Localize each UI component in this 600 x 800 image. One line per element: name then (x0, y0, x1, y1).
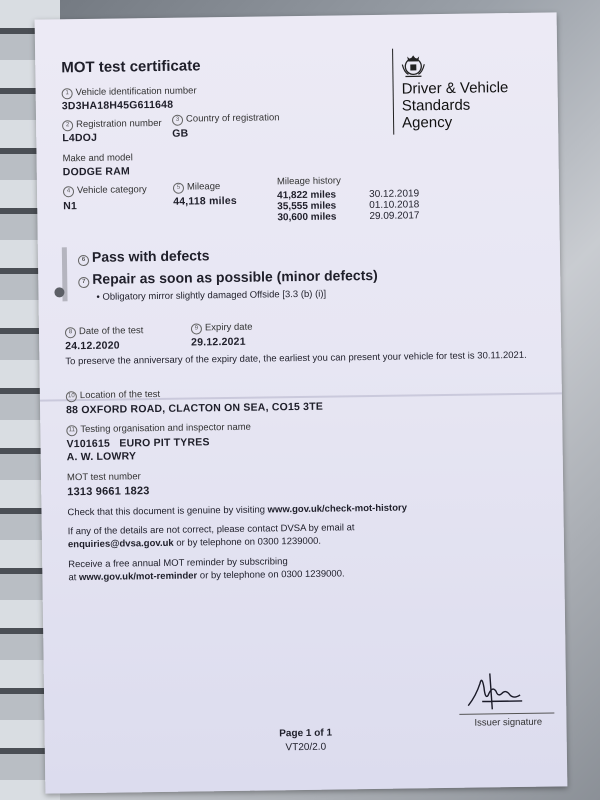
result-text: Pass with defects (91, 247, 210, 265)
repair-text: Repair as soon as possible (minor defects) (92, 266, 378, 287)
history-date: 01.10.2018 (369, 199, 420, 212)
test-number-label: MOT test number (66, 471, 141, 484)
expiry-value: 29.12.2021 (191, 335, 246, 349)
field-number-icon: 1 (62, 88, 73, 99)
reminder-text-2: or by telephone on 0300 1239000. (199, 568, 345, 582)
agency-line-3: Agency (401, 113, 453, 132)
expiry-label-text: Expiry date (204, 321, 253, 334)
contact-text-1: If any of the details are not correct, please contact DVSA by email at (67, 522, 355, 538)
expiry-label (191, 322, 253, 335)
category-value: N1 (63, 200, 78, 213)
agency-line-1: Driver & Vehicle (401, 79, 509, 98)
make-value: DODGE RAM (62, 165, 130, 179)
agency-line-2: Standards (401, 96, 471, 115)
reg-value: L4DOJ (62, 131, 98, 145)
reminder-text-1: Receive a free annual MOT reminder by subscribing (68, 556, 288, 571)
field-number-icon: 6 (78, 255, 89, 266)
mileage-label (173, 181, 220, 194)
org-label (66, 422, 251, 437)
mileage-history-list (277, 188, 420, 223)
field-number-icon: 5 (173, 183, 184, 194)
agency-rule (392, 49, 394, 135)
defect-item: • Obligatory mirror slightly damaged Offside [3.3 (b) (i)] (96, 288, 327, 303)
agency-name (402, 79, 509, 131)
form-code: VT20/2.0 (285, 741, 327, 754)
test-date-value: 24.12.2020 (65, 339, 120, 353)
category-label (63, 184, 147, 197)
check-url: www.gov.uk/check-mot-history (267, 502, 408, 516)
preserve-note (65, 349, 535, 369)
check-text: Check that this document is genuine by visiting (67, 504, 266, 519)
test-number-value: 1313 9661 1823 (67, 485, 150, 499)
field-number-icon: 11 (66, 425, 77, 436)
signature-label: Issuer signature (474, 716, 543, 729)
history-miles: 41,822 miles (277, 189, 337, 202)
punch-hole (54, 287, 64, 297)
country-value: GB (172, 127, 189, 140)
test-date-label (65, 325, 144, 338)
history-date: 29.09.2017 (369, 210, 420, 223)
mileage-value: 44,118 miles (173, 194, 237, 208)
location-label (66, 389, 160, 402)
issuer-signature-icon (462, 665, 543, 716)
reminder-note (68, 552, 548, 585)
make-label: Make and model (62, 152, 133, 165)
country-label-text: Country of registration (185, 112, 280, 125)
mot-certificate-paper (35, 12, 568, 793)
reg-label (62, 118, 162, 131)
repair-status (78, 267, 378, 288)
contact-note (68, 519, 548, 552)
result-status (78, 247, 210, 266)
contact-email: enquiries@dvsa.gov.uk (67, 537, 174, 551)
vin-label (62, 85, 197, 99)
mileage-history-row (277, 210, 419, 223)
test-date-label-text: Date of the test (78, 325, 144, 338)
field-number-icon: 7 (78, 277, 89, 288)
history-miles: 35,555 miles (277, 200, 337, 213)
country-label (172, 112, 280, 125)
field-number-icon: 2 (62, 120, 73, 131)
history-date: 30.12.2019 (369, 188, 420, 201)
vin-label-text: Vehicle identification number (75, 85, 197, 99)
certificate-title: MOT test certificate (61, 57, 201, 77)
check-genuine-note (67, 500, 547, 520)
location-label-text: Location of the test (79, 388, 161, 402)
mileage-history-label: Mileage history (276, 175, 341, 188)
preserve-text: To preserve the anniversary of the expiry date, the earliest you can present your vehicle for test is (65, 350, 475, 368)
field-number-icon: 3 (172, 115, 183, 126)
mileage-label-text: Mileage (186, 181, 221, 193)
location-value: 88 OXFORD ROAD, CLACTON ON SEA, CO15 3TE (65, 400, 324, 417)
reminder-at: at (68, 572, 77, 584)
royal-crest-icon (398, 50, 428, 80)
page-number: Page 1 of 1 (279, 727, 333, 740)
field-number-icon: 9 (191, 323, 202, 334)
org-line-2: A. W. LOWRY (66, 450, 137, 464)
reg-label-text: Registration number (76, 117, 162, 131)
org-label-text: Testing organisation and inspector name (80, 421, 251, 436)
category-label-text: Vehicle category (76, 184, 147, 197)
history-miles: 30,600 miles (277, 211, 337, 224)
field-number-icon: 10 (66, 391, 77, 402)
field-number-icon: 8 (65, 327, 76, 338)
contact-text-2: or by telephone on 0300 1239000. (176, 535, 322, 549)
reminder-url: www.gov.uk/mot-reminder (78, 570, 198, 584)
preserve-date: 30.11.2021. (477, 349, 527, 362)
field-number-icon: 4 (63, 186, 74, 197)
vin-value: 3D3HA18H45G611648 (61, 98, 174, 113)
org-line-1: V101615 EURO PIT TYRES (66, 436, 210, 451)
